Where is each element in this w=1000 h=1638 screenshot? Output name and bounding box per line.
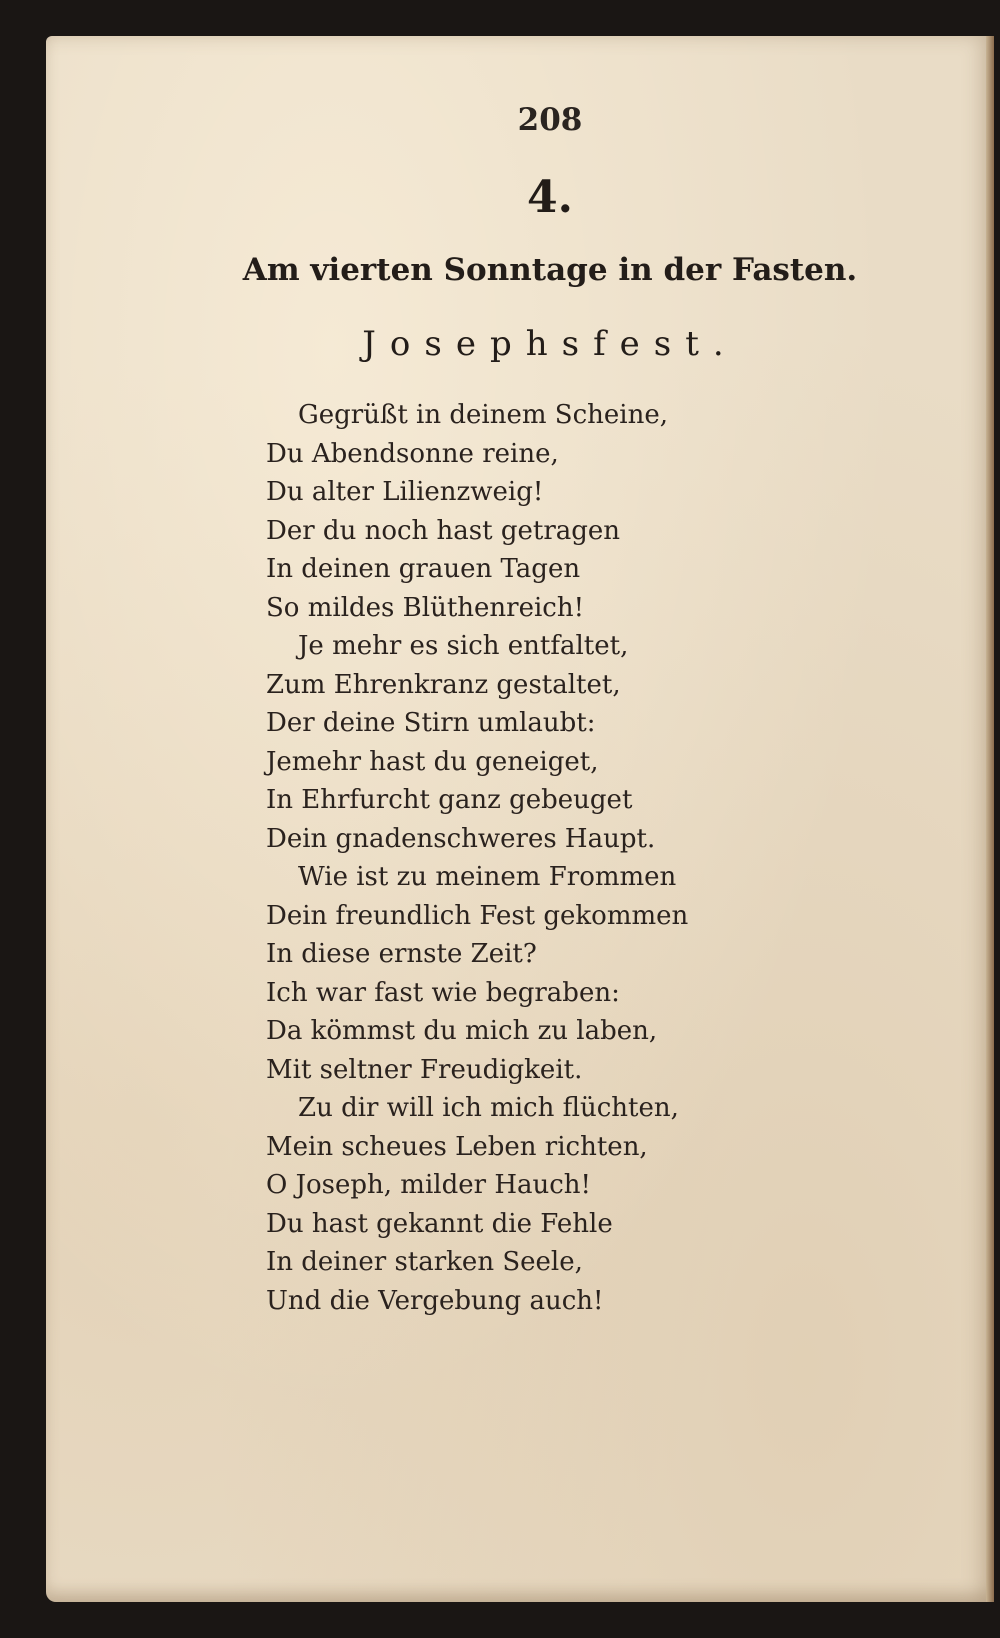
poem-line: Gegrüßt in deinem Scheine, <box>298 400 668 430</box>
poem-line: Dein gnadenschweres Haupt. <box>266 823 656 854</box>
poem-line: Mit seltner Freudigkeit. <box>266 1054 583 1085</box>
poem-line: Da kömmst du mich zu laben, <box>266 1016 658 1046</box>
poem-line: Wie ist zu meinem Frommen <box>298 862 677 892</box>
poem-line: Du Abendsonne reine, <box>266 438 559 469</box>
poem-line: Du alter Lilienzweig! <box>266 477 544 507</box>
poem-line: Und die Vergebung auch! <box>266 1285 604 1316</box>
poem-line: O Joseph, milder Hauch! <box>266 1170 591 1200</box>
poem-line: Du hast gekannt die Fehle <box>266 1208 613 1239</box>
poem-line: In Ehrfurcht ganz gebeuget <box>266 785 633 815</box>
poem-line: Zu dir will ich mich flüchten, <box>298 1093 679 1123</box>
page-number: 208 <box>517 102 583 138</box>
poem-body <box>266 396 786 1320</box>
poem-subtitle: Josephsfest. <box>362 324 738 364</box>
poem-line: In deinen grauen Tagen <box>266 554 581 584</box>
poem-line: Je mehr es sich entfaltet, <box>298 631 629 661</box>
poem-line: Zum Ehrenkranz gestaltet, <box>266 669 621 700</box>
poem-line: So mildes Blüthenreich! <box>266 592 585 623</box>
poem-line: Der du noch hast getragen <box>266 515 621 546</box>
poem-line: In diese ernste Zeit? <box>266 939 537 969</box>
poem-line: Jemehr hast du geneiget, <box>266 746 599 777</box>
poem-line: Der deine Stirn umlaubt: <box>266 708 596 738</box>
poem-heading: Am vierten Sonntage in der Fasten. <box>242 252 858 288</box>
paper-sheet <box>46 36 994 1602</box>
poem-line: Ich war fast wie begraben: <box>266 977 620 1008</box>
poem-line: Dein freundlich Fest gekommen <box>266 900 689 931</box>
poem-line: Mein scheues Leben richten, <box>266 1131 648 1162</box>
poem-line: In deiner starken Seele, <box>266 1247 583 1277</box>
section-number: 4. <box>527 172 573 223</box>
